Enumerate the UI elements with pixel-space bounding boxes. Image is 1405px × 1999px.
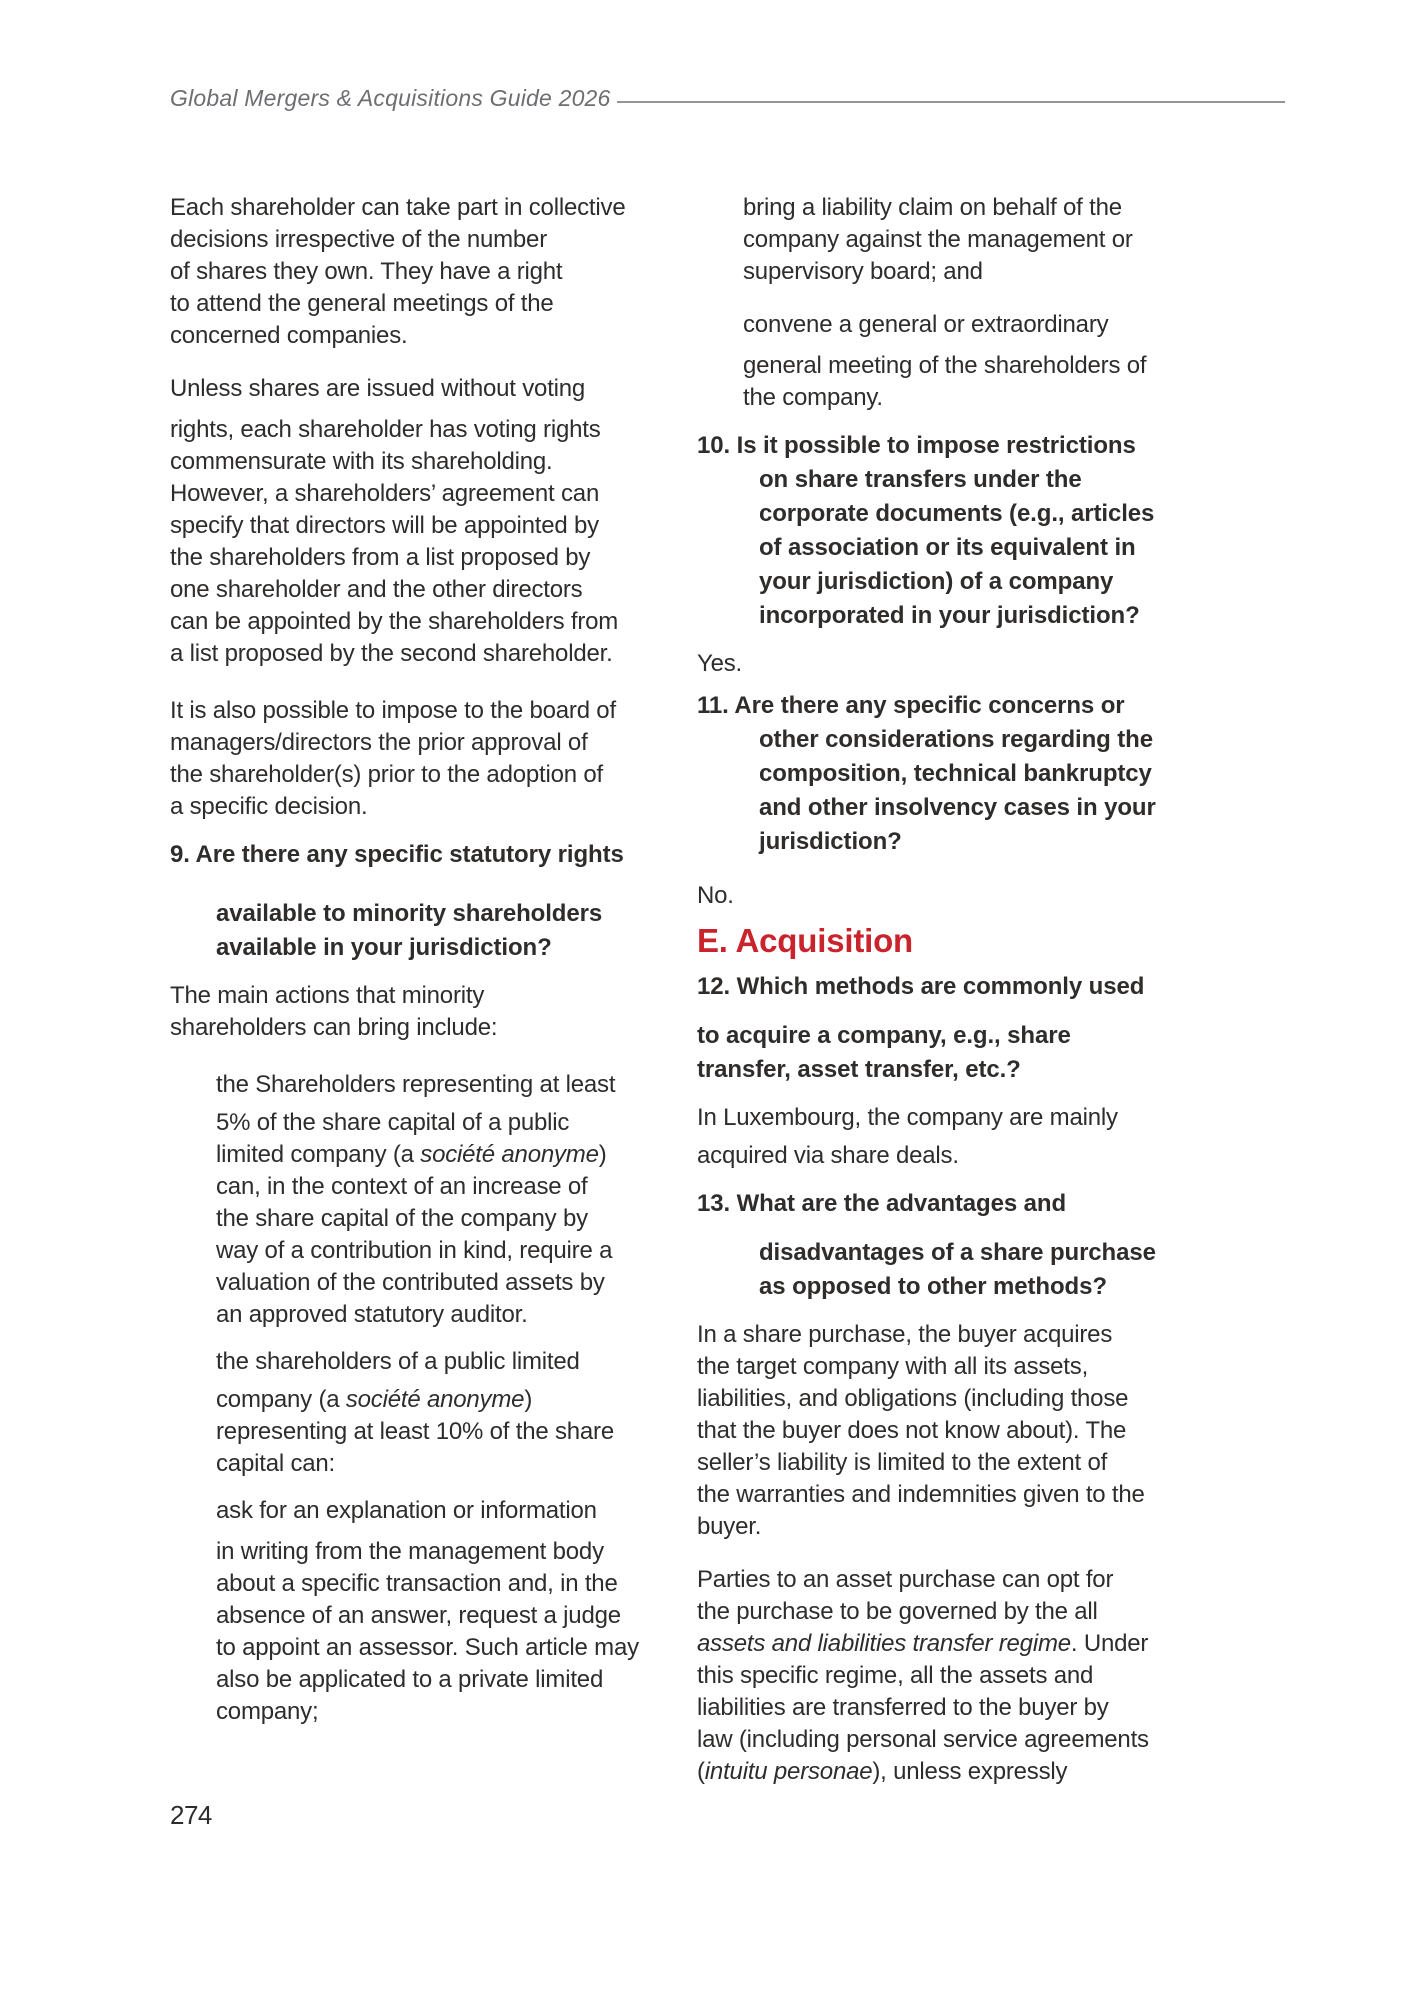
question-heading <box>697 689 1312 859</box>
text-line: your jurisdiction) of a company <box>759 568 1114 595</box>
paragraph <box>697 309 1312 341</box>
paragraph <box>170 1107 697 1331</box>
text-line: decisions irrespective of the number <box>170 226 547 253</box>
paragraph <box>697 1564 1312 1788</box>
text-line: The main actions that minority <box>170 982 485 1009</box>
paragraph <box>697 1140 1312 1172</box>
text-line: representing at least 10% of the share <box>216 1418 614 1445</box>
text-line: can be appointed by the shareholders from <box>170 608 619 635</box>
paragraph <box>697 350 1312 414</box>
text-line: available to minority shareholders <box>216 900 603 927</box>
text-line: corporate documents (e.g., articles <box>759 500 1155 527</box>
text-line: Unless shares are issued without voting <box>170 375 586 402</box>
text-line: the shareholder(s) prior to the adoption of <box>170 761 603 788</box>
paragraph <box>697 648 1312 680</box>
text-line: disadvantages of a share purchase <box>759 1239 1156 1266</box>
paragraph <box>170 695 697 823</box>
question-heading <box>697 429 1312 633</box>
text-line: convene a general or extraordinary <box>743 311 1109 338</box>
text-line: to acquire a company, e.g., share <box>697 1022 1071 1049</box>
text-line: about a specific transaction and, in the <box>216 1570 618 1597</box>
text-line: 11. Are there any specific concerns or <box>697 692 1125 719</box>
paragraph <box>170 1346 697 1378</box>
running-header-title: Global Mergers & Acquisitions Guide 2026 <box>170 85 611 111</box>
question-heading <box>697 1236 1312 1304</box>
text-line: concerned companies. <box>170 322 408 349</box>
text-line: to appoint an assessor. Such article may <box>216 1634 639 1661</box>
text-line: 10. Is it possible to impose restrictions <box>697 432 1136 459</box>
text-line: as opposed to other methods? <box>759 1273 1107 1300</box>
text-line: a specific decision. <box>170 793 368 820</box>
text-line: seller’s liability is limited to the extent of <box>697 1449 1108 1476</box>
paragraph <box>697 192 1312 288</box>
text-line: also be applicated to a private limited <box>216 1666 604 1693</box>
paragraph <box>170 192 697 352</box>
paragraph <box>170 1384 697 1480</box>
text-line: capital can: <box>216 1450 336 1477</box>
text-line: way of a contribution in kind, require a <box>216 1237 613 1264</box>
paragraph <box>170 1495 697 1527</box>
text-line: E. Acquisition <box>697 922 913 959</box>
text-line: composition, technical bankruptcy <box>759 760 1152 787</box>
text-line: Yes. <box>697 650 743 677</box>
paragraph <box>697 1102 1312 1134</box>
section-heading <box>697 921 1312 961</box>
question-heading <box>170 838 697 872</box>
text-line: company against the management or <box>743 226 1133 253</box>
text-line: other considerations regarding the <box>759 726 1153 753</box>
paragraph <box>170 1536 697 1728</box>
text-line: general meeting of the shareholders of <box>743 352 1147 379</box>
question-heading <box>697 970 1312 1004</box>
text-line: 5% of the share capital of a public <box>216 1109 570 1136</box>
text-line: on share transfers under the <box>759 466 1082 493</box>
text-line: of association or its equivalent in <box>759 534 1136 561</box>
text-line: the warranties and indemnities given to the <box>697 1481 1145 1508</box>
text-line: this specific regime, all the assets and <box>697 1662 1094 1689</box>
text-line: No. <box>697 882 734 909</box>
text-line: In a share purchase, the buyer acquires <box>697 1321 1113 1348</box>
text-line: of shares they own. They have a right <box>170 258 563 285</box>
paragraph <box>170 414 697 670</box>
text-line: company (a société anonyme) <box>216 1386 533 1413</box>
text-line: the Shareholders representing at least <box>216 1071 616 1098</box>
text-line: can, in the context of an increase of <box>216 1173 588 1200</box>
text-line: However, a shareholders’ agreement can <box>170 480 600 507</box>
text-line: absence of an answer, request a judge <box>216 1602 621 1629</box>
paragraph <box>170 980 697 1044</box>
text-line: specify that directors will be appointed by <box>170 512 599 539</box>
text-line: that the buyer does not know about). The <box>697 1417 1127 1444</box>
text-line: supervisory board; and <box>743 258 983 285</box>
page-number: 274 <box>170 1800 212 1830</box>
text-line: a list proposed by the second shareholder. <box>170 640 613 667</box>
text-line: the target company with all its assets, <box>697 1353 1089 1380</box>
text-line: the purchase to be governed by the all <box>697 1598 1098 1625</box>
paragraph <box>170 1069 697 1101</box>
right-column <box>697 192 1312 1788</box>
text-line: commensurate with its shareholding. <box>170 448 553 475</box>
question-heading <box>170 897 697 965</box>
text-line: company; <box>216 1698 319 1725</box>
text-line: shareholders can bring include: <box>170 1014 498 1041</box>
text-line: valuation of the contributed assets by <box>216 1269 605 1296</box>
text-line: liabilities, and obligations (including those <box>697 1385 1129 1412</box>
text-line: 13. What are the advantages and <box>697 1190 1067 1217</box>
text-line: transfer, asset transfer, etc.? <box>697 1056 1021 1083</box>
question-heading <box>697 1019 1312 1087</box>
paragraph <box>170 373 697 405</box>
text-line: an approved statutory auditor. <box>216 1301 528 1328</box>
text-line: one shareholder and the other directors <box>170 576 583 603</box>
text-line: incorporated in your jurisdiction? <box>759 602 1140 629</box>
text-line: assets and liabilities transfer regime. Under <box>697 1630 1149 1657</box>
text-line: (intuitu personae), unless expressly <box>697 1758 1068 1785</box>
text-line: ask for an explanation or information <box>216 1497 597 1524</box>
text-line: in writing from the management body <box>216 1538 604 1565</box>
text-line: jurisdiction? <box>759 828 902 855</box>
text-line: managers/directors the prior approval of <box>170 729 588 756</box>
text-line: acquired via share deals. <box>697 1142 959 1169</box>
header-rule <box>617 101 1285 103</box>
text-line: buyer. <box>697 1513 762 1540</box>
text-line: the share capital of the company by <box>216 1205 588 1232</box>
paragraph <box>697 1319 1312 1543</box>
text-line: available in your jurisdiction? <box>216 934 552 961</box>
text-line: Parties to an asset purchase can opt for <box>697 1566 1114 1593</box>
text-line: bring a liability claim on behalf of the <box>743 194 1122 221</box>
text-line: the shareholders from a list proposed by <box>170 544 591 571</box>
text-line: the shareholders of a public limited <box>216 1348 580 1375</box>
paragraph <box>697 880 1312 912</box>
text-line: the company. <box>743 384 883 411</box>
text-line: Each shareholder can take part in collective <box>170 194 626 221</box>
text-line: 9. Are there any specific statutory rights <box>170 841 624 868</box>
text-line: liabilities are transferred to the buyer by <box>697 1694 1109 1721</box>
left-column <box>170 192 697 1728</box>
text-line: law (including personal service agreements <box>697 1726 1149 1753</box>
text-line: rights, each shareholder has voting rights <box>170 416 601 443</box>
text-line: to attend the general meetings of the <box>170 290 554 317</box>
text-line: and other insolvency cases in your <box>759 794 1156 821</box>
text-line: It is also possible to impose to the board of <box>170 697 616 724</box>
text-line: 12. Which methods are commonly used <box>697 973 1145 1000</box>
text-line: In Luxembourg, the company are mainly <box>697 1104 1118 1131</box>
question-heading <box>697 1187 1312 1221</box>
text-line: limited company (a société anonyme) <box>216 1141 607 1168</box>
